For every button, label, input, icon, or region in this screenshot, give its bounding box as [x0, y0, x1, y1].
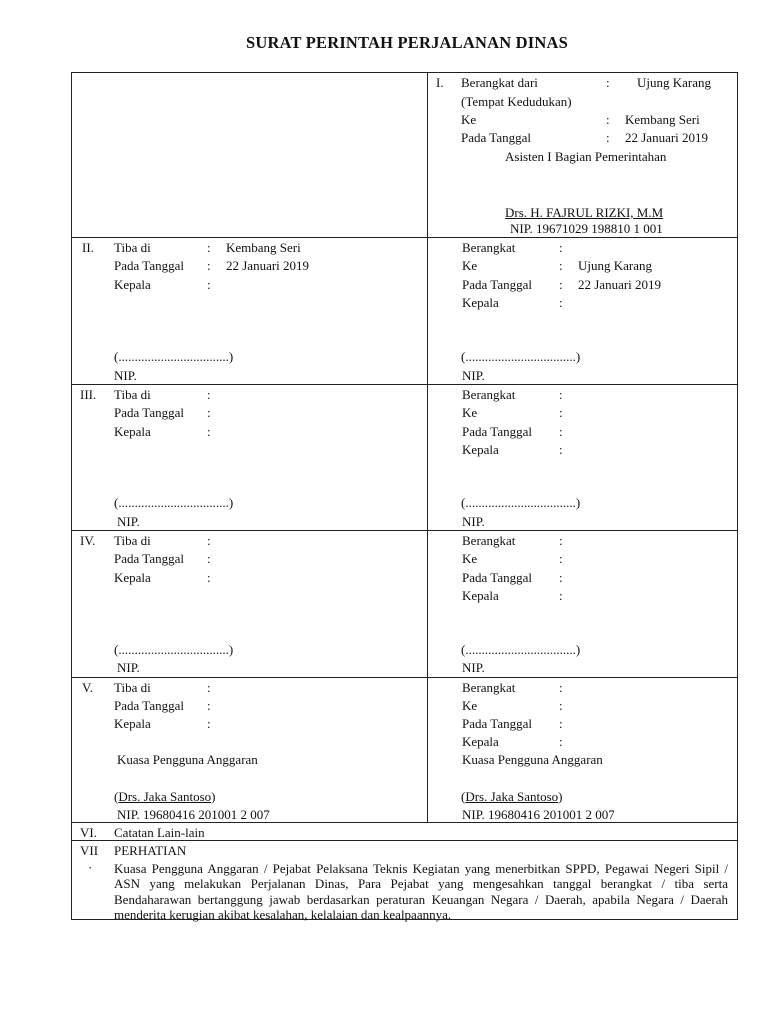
value-tanggal-berangkat: 22 Januari 2019	[578, 277, 662, 292]
label-pada-tanggal: Pada Tanggal	[462, 277, 532, 292]
signature-blank: (..................................)	[461, 642, 581, 657]
label-pada-tanggal: Pada Tanggal	[114, 405, 184, 420]
row-divider	[71, 530, 738, 531]
colon: :	[559, 387, 563, 402]
colon: :	[559, 588, 563, 603]
colon: :	[207, 716, 211, 731]
label-ke: Ke	[461, 112, 477, 127]
value-tiba-di: Kembang Seri	[226, 240, 301, 255]
colon: :	[559, 277, 563, 292]
colon: :	[559, 716, 563, 731]
section-numeral: VI.	[80, 825, 97, 840]
section-numeral: II.	[82, 240, 94, 255]
column-divider	[427, 72, 428, 822]
section-numeral: VII	[80, 843, 99, 858]
colon: :	[559, 698, 563, 713]
colon: :	[606, 75, 610, 90]
label-kepala: Kepala	[114, 277, 151, 292]
row-divider	[71, 384, 738, 385]
signatory-name: (Drs. Jaka Santoso)	[461, 789, 563, 804]
label-ke: Ke	[462, 551, 478, 566]
colon: :	[207, 424, 211, 439]
row-divider	[71, 237, 738, 238]
label-berangkat-dari: Berangkat dari	[461, 75, 538, 90]
colon: :	[559, 570, 563, 585]
label-kepala: Kepala	[114, 716, 151, 731]
colon: :	[559, 551, 563, 566]
label-pada-tanggal: Pada Tanggal	[114, 698, 184, 713]
label-pada-tanggal: Pada Tanggal	[462, 424, 532, 439]
official-name: Drs. H. FAJRUL RIZKI, M.M	[505, 205, 664, 220]
label-tiba-di: Tiba di	[114, 533, 151, 548]
label-pada-tanggal: Pada Tanggal	[461, 130, 531, 145]
colon: :	[559, 258, 563, 273]
colon: :	[207, 277, 211, 292]
label-berangkat: Berangkat	[462, 387, 516, 402]
document-title: SURAT PERINTAH PERJALANAN DINAS	[245, 33, 569, 52]
label-nip: NIP.	[462, 660, 485, 675]
signatory-nip: NIP. 19680416 201001 2 007	[117, 807, 270, 822]
colon: :	[559, 734, 563, 749]
label-berangkat: Berangkat	[462, 533, 516, 548]
label-pada-tanggal: Pada Tanggal	[462, 716, 532, 731]
label-catatan: Catatan Lain-lain	[114, 825, 205, 840]
label-ke: Ke	[462, 258, 478, 273]
label-berangkat: Berangkat	[462, 680, 516, 695]
colon: :	[207, 405, 211, 420]
colon: :	[559, 405, 563, 420]
signature-blank: (..................................)	[461, 495, 581, 510]
label-nip: NIP.	[114, 368, 137, 383]
label-pada-tanggal: Pada Tanggal	[114, 551, 184, 566]
label-kepala: Kepala	[462, 295, 499, 310]
label-kepala: Kepala	[462, 734, 499, 749]
section-numeral: III.	[80, 387, 97, 402]
bullet-icon: ·	[88, 860, 93, 875]
value-berangkat-dari: Ujung Karang	[637, 75, 712, 90]
label-kepala: Kepala	[114, 424, 151, 439]
colon: :	[207, 387, 211, 402]
colon: :	[559, 424, 563, 439]
signature-blank: (..................................)	[114, 495, 234, 510]
colon: :	[606, 130, 610, 145]
signatory-name: (Drs. Jaka Santoso)	[114, 789, 216, 804]
section-numeral: V.	[82, 680, 93, 695]
signatory-nip: NIP. 19680416 201001 2 007	[462, 807, 615, 822]
label-ke: Ke	[462, 405, 478, 420]
colon: :	[207, 551, 211, 566]
label-pada-tanggal: Pada Tanggal	[114, 258, 184, 273]
value-ke: Ujung Karang	[578, 258, 653, 273]
colon: :	[207, 240, 211, 255]
value-tanggal: 22 Januari 2019	[625, 130, 709, 145]
label-kepala: Kepala	[462, 588, 499, 603]
label-nip: NIP.	[462, 368, 485, 383]
section-numeral: I.	[436, 75, 444, 90]
label-berangkat: Berangkat	[462, 240, 516, 255]
label-tiba-di: Tiba di	[114, 680, 151, 695]
label-perhatian: PERHATIAN	[114, 843, 187, 858]
colon: :	[559, 533, 563, 548]
label-kuasa-pengguna-anggaran: Kuasa Pengguna Anggaran	[117, 752, 258, 767]
label-kuasa-pengguna-anggaran: Kuasa Pengguna Anggaran	[462, 752, 603, 767]
colon: :	[606, 112, 610, 127]
label-ke: Ke	[462, 698, 478, 713]
value-ke: Kembang Seri	[625, 112, 700, 127]
colon: :	[207, 258, 211, 273]
label-nip: NIP.	[462, 514, 485, 529]
label-tiba-di: Tiba di	[114, 240, 151, 255]
colon: :	[207, 680, 211, 695]
row-divider	[71, 840, 738, 841]
signature-blank: (..................................)	[114, 642, 234, 657]
section-numeral: IV.	[80, 533, 96, 548]
notice-paragraph: Kuasa Pengguna Anggaran / Pejabat Pelaksana Teknis Kegiatan yang menerbitkan SPPD, Pegawai Negeri Sipil / ASN yang melakukan Perjalanan Dinas, Para Pejabat yang mengesahkan tanggal berangkat / tiba serta Bendaharawan bertanggung jawab berdasarkan peraturan Keuangan Negara / Daerah, apabila Negara / Daerah menderita kerugian akibat kesalahan, kelalaian dan kealpaannya.	[114, 861, 728, 923]
signature-blank: (..................................)	[114, 349, 234, 364]
label-nip: NIP.	[117, 660, 140, 675]
label-tempat-kedudukan: (Tempat Kedudukan)	[461, 94, 572, 109]
row-divider	[71, 677, 738, 678]
label-nip: NIP.	[117, 514, 140, 529]
signature-blank: (..................................)	[461, 349, 581, 364]
colon: :	[559, 240, 563, 255]
colon: :	[207, 533, 211, 548]
label-pada-tanggal: Pada Tanggal	[462, 570, 532, 585]
colon: :	[559, 442, 563, 457]
label-kepala: Kepala	[114, 570, 151, 585]
official-position: Asisten I Bagian Pemerintahan	[505, 149, 667, 164]
row-divider	[71, 822, 738, 823]
colon: :	[559, 680, 563, 695]
value-tanggal-tiba: 22 Januari 2019	[226, 258, 310, 273]
official-nip: NIP. 19671029 198810 1 001	[510, 221, 663, 236]
label-kepala: Kepala	[462, 442, 499, 457]
label-tiba-di: Tiba di	[114, 387, 151, 402]
colon: :	[559, 295, 563, 310]
colon: :	[207, 570, 211, 585]
colon: :	[207, 698, 211, 713]
